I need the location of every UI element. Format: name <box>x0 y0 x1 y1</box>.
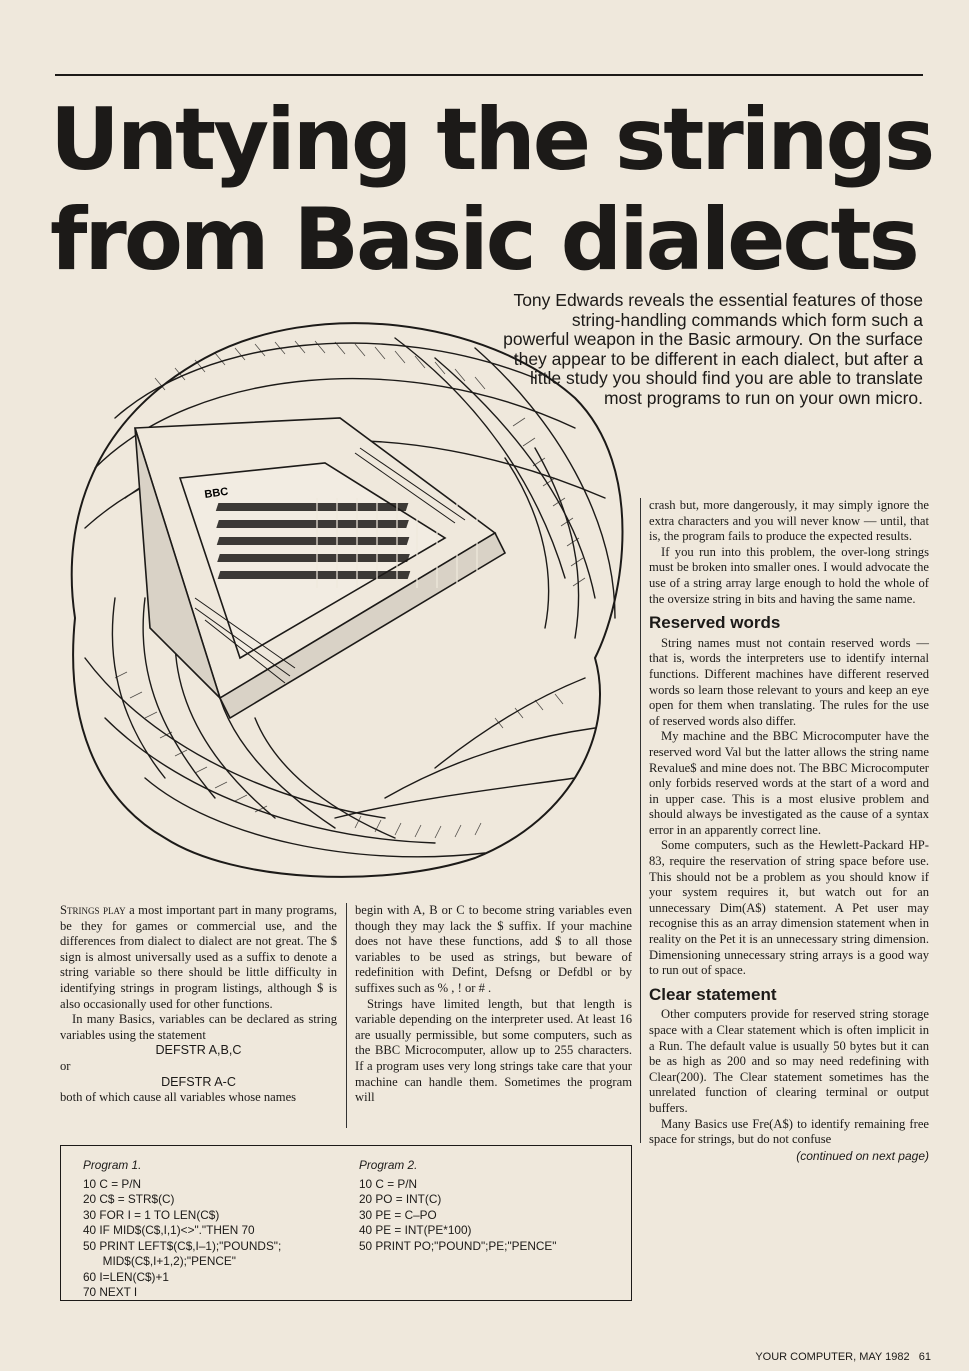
standfirst: Tony Edwards reveals the essential features of those string-handling commands which form such a powerful weapon in the Basic armoury. On the surface they appear to be different in each dialect, but after a little study you should find you are able to translate most programs to run on your own micro. <box>503 290 923 408</box>
code-line: 60 I=LEN(C$)+1 <box>83 1269 169 1284</box>
lead-in: Strings play <box>60 903 126 917</box>
code-line: 40 IF MID$(C$,I,1)<>"."THEN 70 <box>83 1223 255 1237</box>
code-line: 30 FOR I = 1 TO LEN(C$) <box>83 1207 220 1222</box>
paragraph <box>60 903 337 1012</box>
code-line: 10 C = P/N <box>359 1176 418 1191</box>
code-defstr-range: DEFSTR A-C <box>161 1074 236 1089</box>
article-headline <box>50 90 933 290</box>
code-line: 20 C$ = STR$(C) <box>83 1192 175 1206</box>
program-listings-box <box>60 1145 632 1301</box>
code-line: 50 PRINT PO;"POUND";PE;"PENCE" <box>359 1238 557 1253</box>
code-line: 20 PO = INT(C) <box>359 1192 442 1206</box>
paragraph: String names must not contain reserved words — that is, words the interpreters use to identify internal functions. Different machines have different reserved words so learn those relevant to yours and keep an eye open for them when translating. The rules for the use of reserved words also differ. <box>649 635 929 728</box>
code-defstr-abc: DEFSTR A,B,C <box>155 1043 242 1058</box>
code-line: 50 PRINT LEFT$(C$,I–1);"POUNDS"; <box>83 1238 282 1253</box>
code-line: 70 NEXT I <box>83 1285 138 1299</box>
paragraph: Many Basics use Fre(A$) to identify remaining free space for strings, but do not confuse <box>649 1116 929 1147</box>
program-2 <box>359 1158 624 1254</box>
column-3 <box>649 498 929 1164</box>
publication-name: YOUR COMPUTER, MAY 1982 <box>755 1351 910 1363</box>
page-footer <box>755 1351 931 1363</box>
paragraph: Strings have limited length, but that length is variable depending on the interpreter used. At least 16 are usually permissible, but some computers, such as the BBC Microcomputer, allow up to 255 characters. If a program uses very long strings take care that your machine can handle them. Sometimes the program will <box>355 996 632 1105</box>
top-rule <box>55 74 923 76</box>
paragraph: begin with A, B or C to become string variables even though they may lack the $ suffix. If your machine does not have these functions, add $ to all those variables to be used as strings, but beware of redefinition with Defint, Defsng or Defdbl or by suffixes such as % , ! or # . <box>355 903 632 995</box>
column-2 <box>355 903 632 1106</box>
program-1-title: Program 1. <box>83 1158 142 1172</box>
column-1 <box>60 903 337 1106</box>
code-line: 40 PE = INT(PE*100) <box>359 1223 472 1237</box>
column-divider-1 <box>346 903 347 1128</box>
page-number: 61 <box>918 1351 931 1363</box>
paragraph: If you run into this problem, the over-long strings must be broken into smaller ones. I would advocate the use of a string array large enough to hold the whole of the oversize string in bits and having the same name. <box>649 544 929 606</box>
code-line: MID$(C$,I+1,2);"PENCE" <box>83 1254 236 1268</box>
paragraph: In many Basics, variables can be declared as string variables using the statement <box>60 1012 337 1042</box>
continued-note: (continued on next page) <box>796 1148 929 1163</box>
program-1 <box>83 1158 353 1301</box>
paragraph: Some computers, such as the Hewlett-Packard HP-83, require the reservation of string space before use. This should not be a problem as you should know if your system requires it, but watch out for an unnecessary Dim(A$) statement. A Pet user may recognise this as an array dimension statement when in reality on the Pet it is an unnecessary string dimension. Dimensioning unnecessary string arrays is a good way to run out of space. <box>649 838 929 978</box>
section-heading-reserved-words: Reserved words <box>649 613 781 633</box>
column-divider-2 <box>640 498 641 1143</box>
paragraph: or <box>60 1058 71 1073</box>
headline-line-1: Untying the strings <box>50 90 933 190</box>
paragraph: My machine and the BBC Microcomputer have the reserved word Val but the latter allows the string name Revalue$ and mine does not. The BBC Microcomputer only forbids reserved words at the start of a word and in upper case. This is a most elusive problem and should always be investigated as the cause of a syntax error in an apparently correct line. <box>649 729 929 837</box>
code-line: 30 PE = C–PO <box>359 1207 437 1222</box>
section-heading-clear-statement: Clear statement <box>649 984 777 1004</box>
code-line: 10 C = P/N <box>83 1176 142 1191</box>
program-2-title: Program 2. <box>359 1158 418 1172</box>
keyboard-badge: BBC <box>203 485 230 501</box>
paragraph: crash but, more dangerously, it may simply ignore the extra characters and you will never know — until, that is, the program fails to produce the expected results. <box>649 498 929 544</box>
paragraph: both of which cause all variables whose names <box>60 1090 297 1105</box>
paragraph: Other computers provide for reserved string storage space with a Clear statement which is often implicit in a Run. The default value is usually 50 bytes but it can be as high as 200 and so may need redefining with Clear(200). The Clear statement sometimes has the unrelated function of clearing terminal or output buffers. <box>649 1007 929 1115</box>
headline-line-2: from Basic dialects <box>50 190 917 290</box>
paragraph-text: a most important part in many programs, be they for games or commercial use, and the differences from dialect to dialect are not great. The $ sign is almost universally used as a suffix to denote a string variable so there should be little difficulty in identifying strings in program listings, although $ is also occasionally used for other functions. <box>60 903 337 1011</box>
illustration-micro-in-string-ball <box>55 298 635 880</box>
